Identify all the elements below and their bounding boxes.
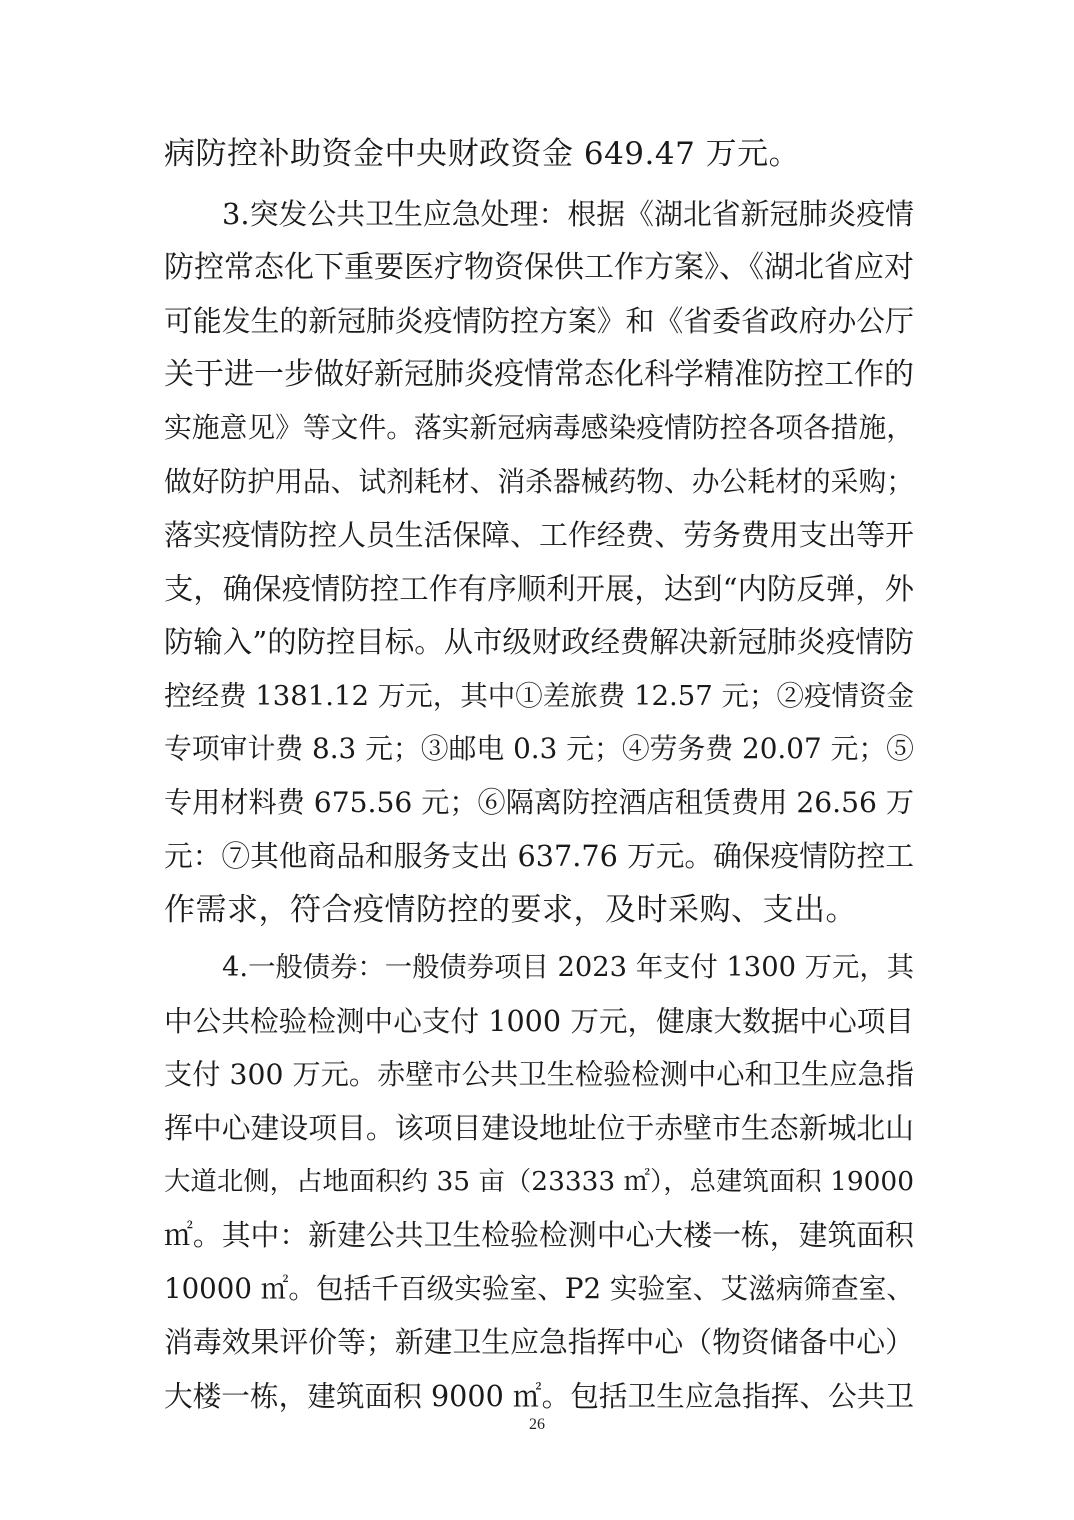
text-line: 大楼一栋，建筑面积 9000 ㎡。包括卫生应急指挥、公共卫 <box>164 1379 914 1413</box>
text-line: 中公共检验检测中心支付 1000 万元，健康大数据中心项目 <box>164 1004 914 1038</box>
text-line: 作需求，符合疫情防控的要求，及时采购、支出。 <box>164 892 857 928</box>
text-line: 挥中心建设项目。该项目建设地址位于赤壁市生态新城北山 <box>164 1111 914 1145</box>
text-line: 做好防护用品、试剂耗材、消杀器械药物、办公耗材的采购； <box>164 465 914 498</box>
text-line: 3.突发公共卫生应急处理：根据《湖北省新冠肺炎疫情 <box>222 197 914 231</box>
text-line: 10000 ㎡。包括千百级实验室、P2 实验室、艾滋病筛查室、 <box>164 1272 914 1305</box>
text-line: 专项审计费 8.3 元；③邮电 0.3 元；④劳务费 20.07 元；⑤ <box>164 732 914 765</box>
text-line: 元：⑦其他商品和服务支出 637.76 万元。确保疫情防控工 <box>164 839 914 873</box>
text-line: 消毒效果评价等；新建卫生应急指挥中心（物资储备中心） <box>164 1325 914 1359</box>
text-line: 支，确保疫情防控工作有序顺利开展，达到“内防反弹，外 <box>164 572 914 606</box>
text-line: 关于进一步做好新冠肺炎疫情常态化科学精准防控工作的 <box>164 357 914 392</box>
text-line: 防控常态化下重要医疗物资保供工作方案》、《湖北省应对 <box>164 250 914 285</box>
page-number: 26 <box>529 1416 545 1433</box>
text-line: 落实疫情防控人员生活保障、工作经费、劳务费用支出等开 <box>164 518 914 552</box>
text-line: 大道北侧，占地面积约 35 亩（23333 ㎡），总建筑面积 19000 <box>164 1167 914 1197</box>
text-line: 控经费 1381.12 万元，其中①差旅费 12.57 元；②疫情资金 <box>164 680 914 712</box>
text-line: ㎡。其中：新建公共卫生检验检测中心大楼一栋，建筑面积 <box>164 1218 914 1252</box>
text-line: 防输入”的防控目标。从市级财政经费解决新冠肺炎疫情防 <box>164 625 914 659</box>
text-line: 专用材料费 675.56 元；⑥隔离防控酒店租赁费用 26.56 万 <box>164 786 914 819</box>
text-line: 病防控补助资金中央财政资金 649.47 万元。 <box>164 136 801 172</box>
text-line: 4.一般债券：一般债券项目 2023 年支付 1300 万元，其 <box>222 952 914 983</box>
text-line: 可能发生的新冠肺炎疫情防控方案》和《省委省政府办公厅 <box>164 304 914 338</box>
text-line: 支付 300 万元。赤壁市公共卫生检验检测中心和卫生应急指 <box>164 1058 914 1091</box>
text-line: 实施意见》等文件。落实新冠病毒感染疫情防控各项各措施， <box>164 411 914 444</box>
